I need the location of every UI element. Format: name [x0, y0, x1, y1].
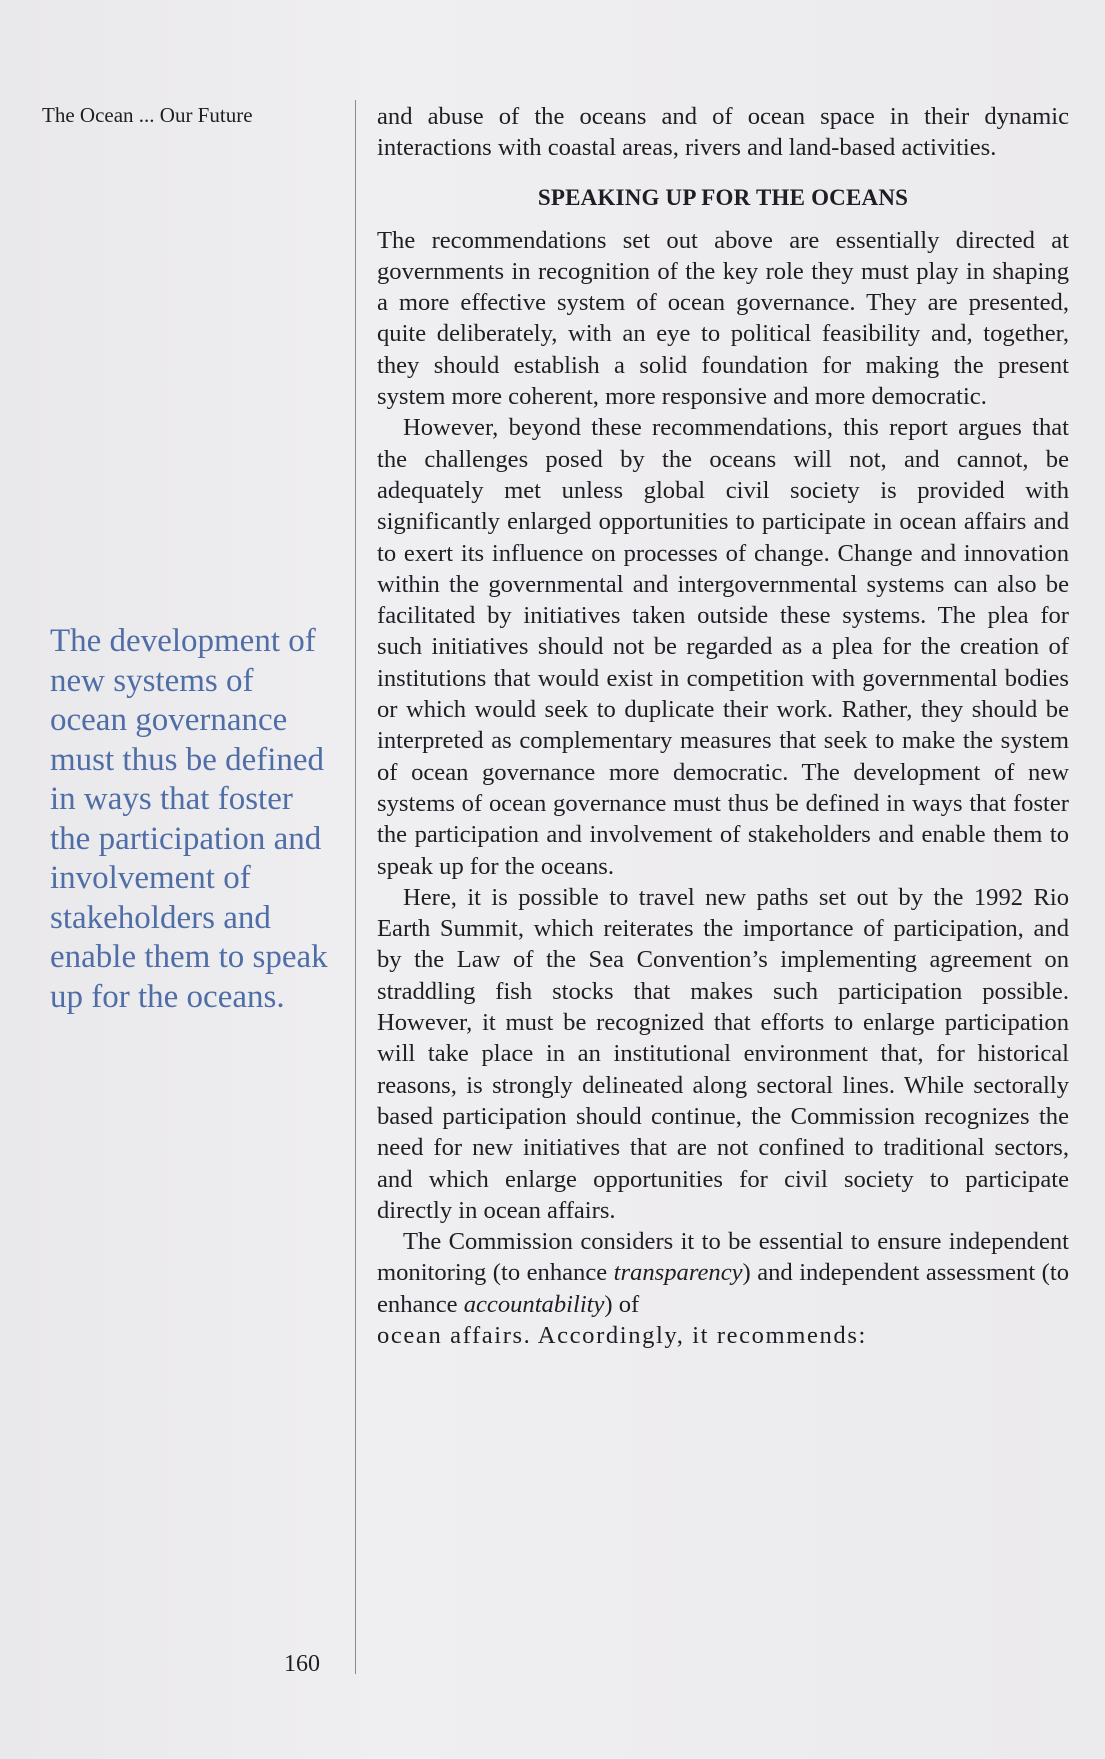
- body-paragraph-1: The recommendations set out above are essentially directed at governments in recognition of the key role they must play in shaping a more effective system of ocean governance. They are presented, quite deliberately, with an eye to political feasibility and, together, they should establish a solid foundation for making the present system more coherent, more responsive and more democratic.: [377, 226, 1069, 411]
- emphasis-accountability: accountability: [463, 1290, 605, 1318]
- pull-quote: [50, 622, 330, 1017]
- para-4-text-mid: ) and independent assessment (to enhance: [377, 1259, 1069, 1318]
- section-heading: SPEAKING UP FOR THE OCEANS: [537, 184, 909, 210]
- pull-quote-text: The development of new systems of ocean governance must thus be defined in ways that foster the participation and involvement of stakeholders and enable them to speak up for the oceans.: [50, 623, 328, 1015]
- intro-paragraph: and abuse of the oceans and of ocean space in their dynamic interactions with coastal areas, rivers and land-based activities.: [377, 103, 1069, 162]
- emphasis-transparency: transparency: [613, 1259, 743, 1287]
- body-paragraph-3: Here, it is possible to travel new paths set out by the 1992 Rio Earth Summit, which reiterates the importance of participation, and by the Law of the Sea Convention’s implementing agreement on straddling fish stocks that makes such participation possible. However, it must be recognized that efforts to enlarge participation will take place in an institutional environment that, for historical reasons, is strongly delineated along sectoral lines. While sectorally based participation should continue, the Commission recognizes the need for new initiatives that are not confined to traditional sectors, and which enlarge opportunities for civil society to participate directly in ocean affairs.: [377, 883, 1069, 1224]
- para-4-text-end: ) of: [604, 1290, 640, 1318]
- body-paragraph-4: [377, 1226, 1069, 1320]
- page-number: 160: [284, 1651, 320, 1677]
- body-paragraph-2: However, beyond these recommendations, this report argues that the challenges posed by the oceans will not, and cannot, be adequately met unless global civil society is provided with significantly enlarged opportunities to participate in ocean affairs and to exert its influence on processes of change. Change and innovation within the governmental and intergovernmental systems can also be facilitated by initiatives taken outside these systems. The plea for such initiatives should not be regarded as a plea for the creation of institutions that would exist in competition with governmental bodies or which would seek to duplicate their work. Rather, they should be interpreted as complementary measures that seek to make the system of ocean governance more democratic. The development of new systems of ocean governance must thus be defined in ways that foster the participation and involvement of stakeholders and enable them to speak up for the oceans.: [377, 414, 1069, 880]
- para-4-text-start: The Commission considers it to be essential to ensure independent monitoring (to enhance: [377, 1228, 1069, 1287]
- running-head: The Ocean ... Our Future: [42, 103, 253, 127]
- column-divider: [355, 100, 356, 1674]
- body-paragraph-4-last-line: ocean affairs. Accordingly, it recommends:: [377, 1321, 867, 1349]
- main-text-column: [377, 101, 1069, 1351]
